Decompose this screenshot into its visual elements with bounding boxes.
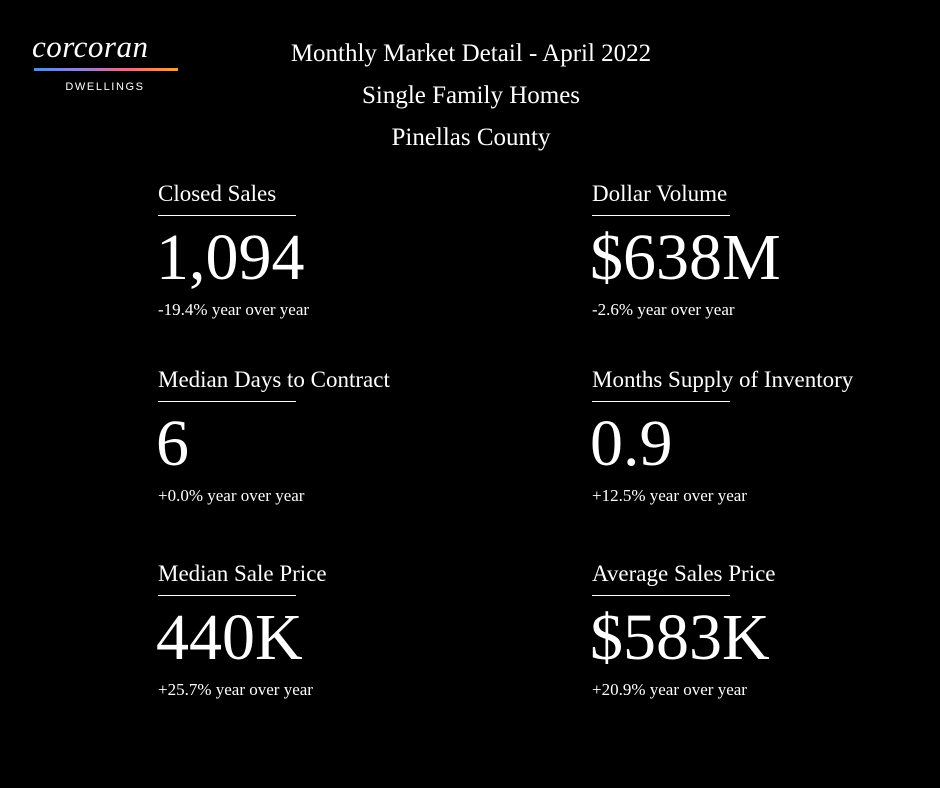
stat-change: +25.7% year over year	[158, 680, 313, 699]
stat-divider	[158, 401, 296, 402]
brand-wordmark: corcoran	[32, 29, 149, 64]
stat-divider	[592, 595, 730, 596]
brand-gradient-bar	[34, 68, 178, 71]
stat-value: 1,094	[156, 221, 305, 294]
brand-subtitle: DWELLINGS	[65, 81, 145, 93]
stat-value: 0.9	[590, 407, 673, 480]
stat-divider	[592, 215, 730, 216]
stat-change: +12.5% year over year	[592, 486, 747, 505]
report-header	[200, 33, 742, 159]
brand-logo	[32, 30, 178, 100]
stat-label: Months Supply of Inventory	[592, 367, 854, 392]
stat-change: -19.4% year over year	[158, 300, 310, 319]
county-name: Pinellas County	[391, 124, 551, 151]
stat-divider	[592, 401, 730, 402]
stat-change: -2.6% year over year	[592, 300, 735, 319]
stat-value: $583K	[590, 601, 770, 674]
property-type: Single Family Homes	[361, 82, 581, 109]
stat-change: +20.9% year over year	[592, 680, 747, 699]
stat-label: Closed Sales	[158, 181, 277, 206]
stat-value: 6	[156, 407, 189, 480]
stat-value: $638M	[590, 221, 781, 294]
stat-label: Median Sale Price	[158, 561, 327, 586]
stat-divider	[158, 595, 296, 596]
stat-value: 440K	[156, 601, 303, 674]
report-title: Monthly Market Detail - April 2022	[290, 40, 652, 67]
stat-label: Median Days to Contract	[158, 367, 390, 392]
stat-label: Dollar Volume	[592, 181, 728, 206]
stat-label: Average Sales Price	[592, 561, 776, 586]
stat-divider	[158, 215, 296, 216]
stat-change: +0.0% year over year	[158, 486, 305, 505]
